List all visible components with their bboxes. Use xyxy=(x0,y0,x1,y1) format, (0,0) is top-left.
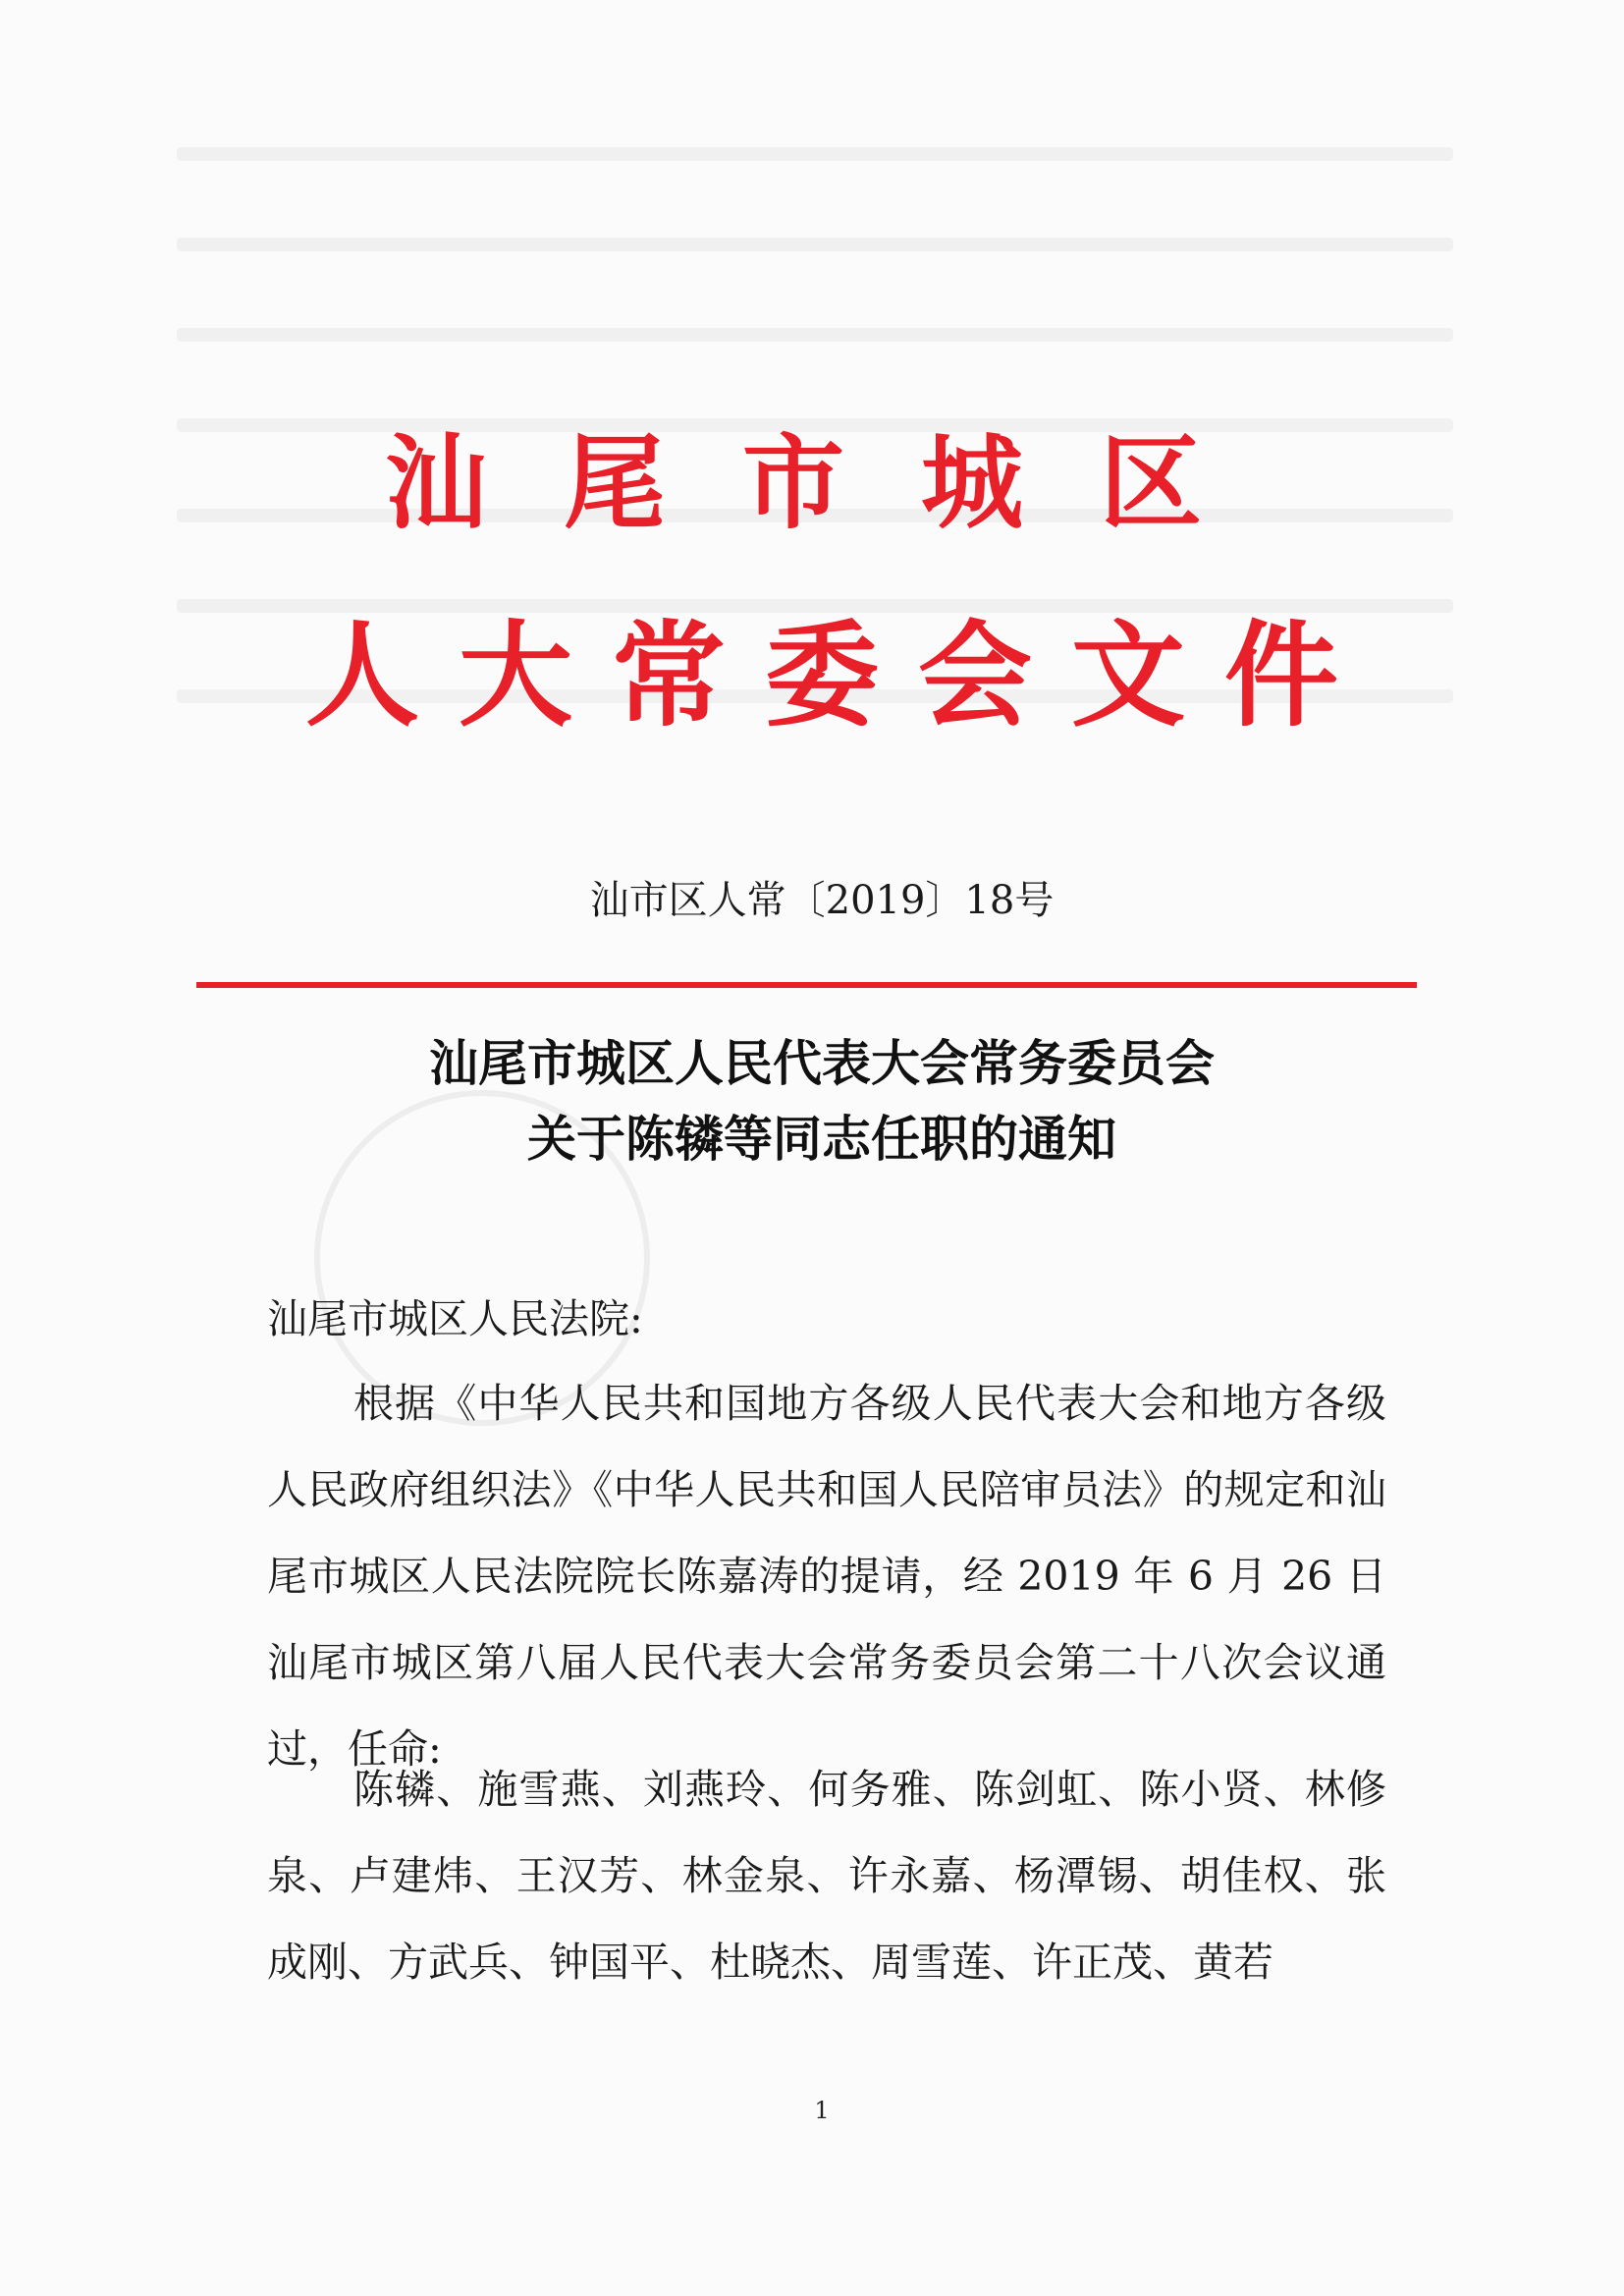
page-number: 1 xyxy=(814,2097,830,2124)
header-issuer-line1: 汕尾市城区 xyxy=(384,422,1278,543)
body-paragraph-2: 陈辚、施雪燕、刘燕玲、何务雅、陈剑虹、陈小贤、林修泉、卢建炜、王汉芳、林金泉、许永嘉、杨潭锡、胡佳权、张成刚、方武兵、钟国平、杜晓杰、周雪莲、许正茂、黄若 xyxy=(267,1766,1386,1986)
salutation: 汕尾市城区人民法院: xyxy=(267,1295,643,1342)
red-separator-line xyxy=(196,982,1417,988)
document-title-line2: 关于陈辚等同志任职的通知 xyxy=(527,1111,1116,1168)
header-issuer-line2: 人大常委会文件 xyxy=(305,609,1378,742)
body-paragraph-1: 根据《中华人民共和国地方各级人民代表大会和地方各级人民政府组织法》《中华人民共和国人民陪审员法》的规定和汕尾市城区人民法院院长陈嘉涛的提请，经 2019 年 6 月 26 日汕尾市城区第八届人民代表大会常务委员会第二十八次会议通过，任命: xyxy=(267,1380,1386,1773)
document-number: 汕市区人常〔2019〕18号 xyxy=(589,878,1055,923)
document-title-line1: 汕尾市城区人民代表大会常务委员会 xyxy=(429,1035,1215,1092)
